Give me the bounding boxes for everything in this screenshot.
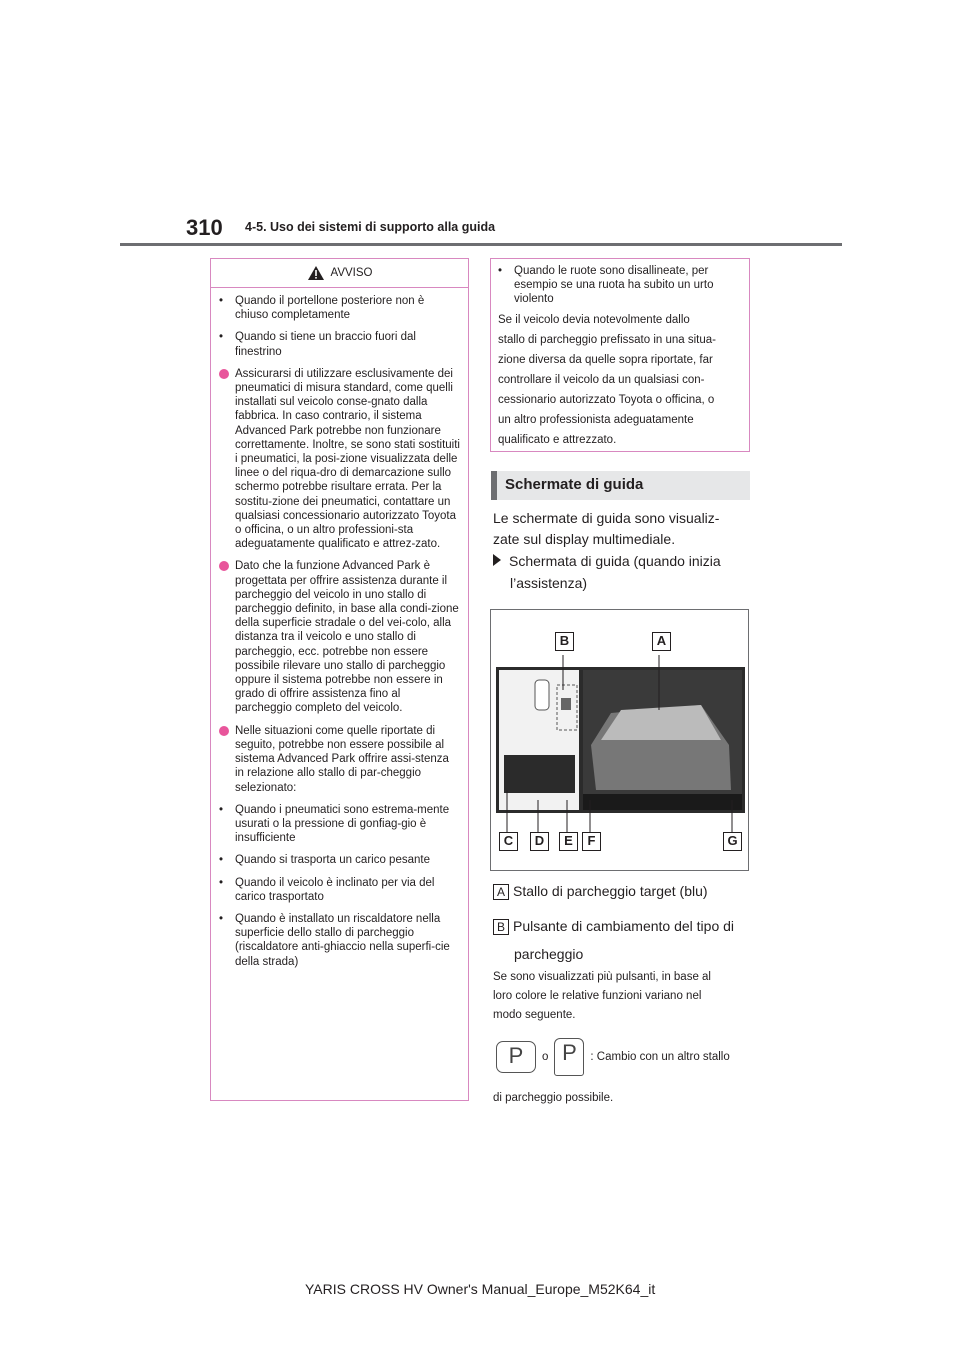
figure-label-c: C	[499, 832, 518, 851]
legend-a	[493, 881, 708, 902]
change-text-line-2: di parcheggio possibile.	[493, 1092, 614, 1104]
warning-item	[219, 367, 460, 552]
continued-warning-box	[490, 258, 750, 452]
warning-item-text: Nelle situazioni come quelle riportate di seguito, potrebbe non essere possibile al sistema Advanced Park offrire assi-stenza in relazione allo stallo di par-cheggio selezionato:	[235, 724, 449, 794]
guide-screen-figure	[490, 609, 749, 871]
warning-item	[219, 876, 460, 904]
warning-item-text: Quando i pneumatici sono estrema-mente usurati o la pressione di gonfiag-gio è insufficiente	[235, 803, 450, 845]
continued-line: controllare il veicolo da un qualsiasi con-	[498, 374, 705, 386]
page-number: 310	[186, 215, 223, 240]
legend-b-line-2: parcheggio	[514, 946, 584, 962]
figure-label-a: A	[652, 632, 671, 651]
footer: YARIS CROSS HV Owner's Manual_Europe_M52K64_it	[305, 1281, 656, 1297]
note-line-3: modo seguente.	[493, 1009, 576, 1021]
continued-bullet: Quando le ruote sono disallineate, per esempio se una ruota ha subito un urto violento	[514, 265, 714, 305]
figure-label-b: B	[555, 632, 574, 651]
figure-label-g: G	[723, 832, 742, 851]
subheading-text: Schermata di guida (quando inizia	[509, 553, 721, 569]
bullet-mark: •	[498, 265, 503, 277]
legend-a-text: Stallo di parcheggio target (blu)	[513, 883, 708, 899]
warning-item	[219, 912, 460, 969]
warning-item	[219, 330, 460, 358]
figure-label-f: F	[582, 832, 601, 851]
warning-item	[219, 724, 460, 795]
bullet-mark: •	[219, 803, 224, 816]
bullet-mark: •	[219, 295, 224, 307]
figure-label-e: E	[559, 832, 578, 851]
warning-item	[219, 803, 460, 846]
dot-bullet-icon	[219, 726, 229, 736]
legend-b-text: Pulsante di cambiamento del tipo di	[513, 918, 735, 934]
warning-header	[211, 259, 468, 288]
change-text: : Cambio con un altro stallo	[590, 1050, 730, 1063]
subheading-line-1	[493, 551, 721, 572]
bullet-mark: •	[219, 331, 224, 344]
legend-b	[493, 916, 734, 937]
warning-item	[219, 559, 460, 715]
note-line-2: loro colore le relative funzioni variano nel	[493, 990, 702, 1002]
warning-box	[210, 258, 469, 1101]
continued-line: qualificato e attrezzato.	[498, 434, 617, 446]
intro-line-1: Le schermate di guida sono visualiz-	[493, 510, 720, 526]
header-rule	[120, 243, 842, 246]
warning-item-text: Quando si trasporta un carico pesante	[235, 854, 430, 867]
p-button-icon: P	[496, 1041, 536, 1073]
note-line-1: Se sono visualizzati più pulsanti, in base al	[493, 971, 711, 983]
warning-item-text: Quando è installato un riscaldatore nella superficie dello stallo di parcheggio (riscaldatore anti-ghiaccio nella superfi-cie della strada)	[235, 912, 450, 968]
figure-label-d: D	[530, 832, 549, 851]
triangle-bullet-icon	[493, 554, 501, 566]
continued-line: zione diversa da quelle sopra riportate, far	[498, 354, 713, 366]
subheading-line-2: l’assistenza)	[510, 575, 588, 591]
warning-item-text: Dato che la funzione Advanced Park è progettata per offrire assistenza durante il parcheggio del veicolo in uno stallo di parcheggio definito, in base alla condi-zione della superficie stradale o del vei-colo, alla distanza tra il veicolo e uno stallo di parcheggio, ecc. potrebbe non essere possibile rilevare uno stallo di parcheggio oppure il sistema potrebbe non essere in grado di offrire assistenza fino al parcheggio completo del veicolo.	[235, 560, 459, 715]
warning-item-text: Quando il veicolo è inclinato per via del carico trasportato	[235, 876, 435, 903]
bullet-mark: •	[219, 854, 224, 867]
guide-screen-illustration	[491, 610, 747, 869]
continued-line: un altro professionista adeguatamente	[498, 414, 694, 426]
p-button-row	[496, 1038, 730, 1076]
p-button-alt-icon: P	[554, 1038, 584, 1076]
bullet-mark: •	[219, 876, 224, 889]
warning-title: AVVISO	[330, 267, 373, 279]
warning-item	[219, 294, 460, 322]
warning-item-text: Quando si tiene un braccio fuori dal finestrino	[235, 331, 416, 358]
warning-item-text: Assicurarsi di utilizzare esclusivamente dei pneumatici di misura standard, come quelli installati sul veicolo conse-gnato dalla fabbrica. In caso contrario, il sistema Advanced Park potrebbe non funzionare correttamente. Inoltre, se sono stati sostituiti i pneumatici, la posi-zione visualizzata delle linee o del riqua-dro di demarcazione sullo schermo potrebbe risultare errata. Per la sostitu-zione dei pneumatici, contattare un qualsiasi concessionario autorizzato Toyota o officina, o un altro professioni-sta adeguatamente qualificato e attrez-zato.	[235, 367, 460, 551]
legend-key-a: A	[493, 884, 509, 900]
section-heading: Schermate di guida	[491, 471, 750, 500]
bullet-mark: •	[219, 912, 224, 925]
section-title: 4-5. Uso dei sistemi di supporto alla guida	[245, 220, 496, 234]
dot-bullet-icon	[219, 369, 229, 379]
continued-line: Se il veicolo devia notevolmente dallo	[498, 314, 690, 326]
warning-item-text: Quando il portellone posteriore non è chiuso completamente	[235, 295, 425, 322]
intro-line-2: zate sul display multimediale.	[493, 531, 676, 547]
warning-body	[211, 288, 468, 969]
continued-line: cessionario autorizzato Toyota o officina, o	[498, 394, 715, 406]
warning-icon	[307, 265, 325, 281]
continued-line: stallo di parcheggio prefissato in una situa-	[498, 334, 716, 346]
legend-key-b: B	[493, 919, 509, 935]
dot-bullet-icon	[219, 561, 229, 571]
warning-item	[219, 853, 460, 867]
or-text: o	[542, 1050, 549, 1063]
continued-lines	[498, 310, 741, 450]
